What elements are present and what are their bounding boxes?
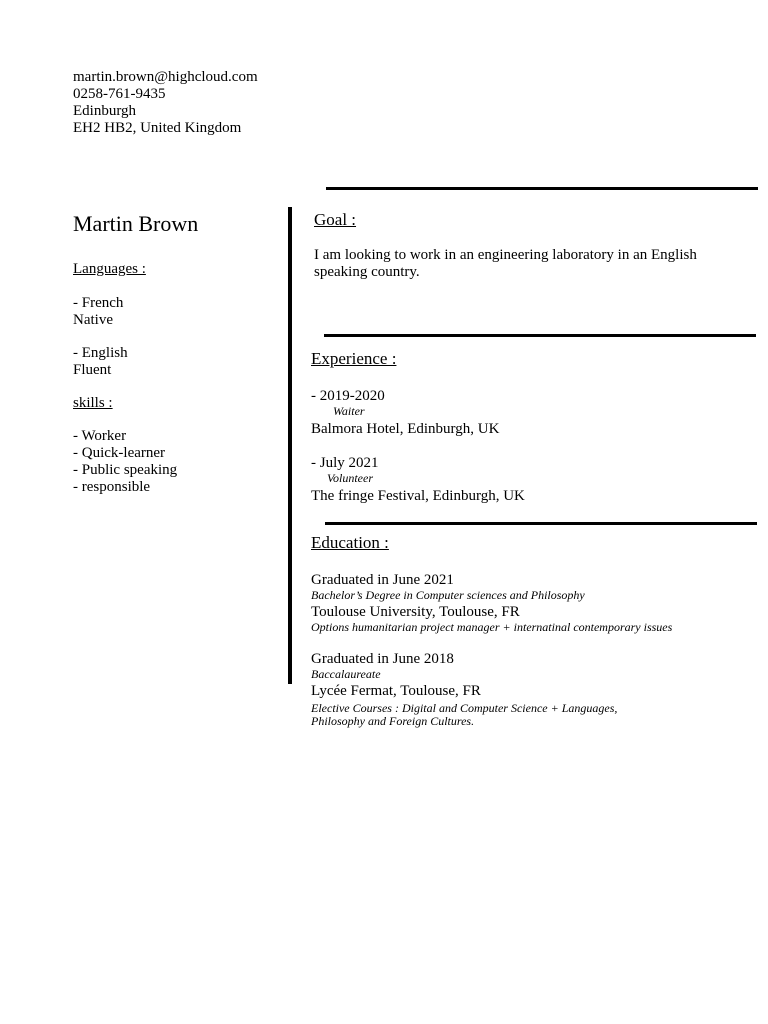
languages-list (73, 295, 273, 379)
education-school: Toulouse University, Toulouse, FR (311, 604, 520, 620)
experience-item (311, 388, 525, 438)
skill-item: - Public speaking (73, 462, 178, 478)
experience-place: The fringe Festival, Edinburgh, UK (311, 488, 525, 504)
education-date: Graduated in June 2021 (311, 572, 454, 588)
education-item (311, 572, 672, 634)
goal-text-line: I am looking to work in an engineering laboratory in an English (314, 247, 697, 263)
language-name: - French (73, 295, 124, 311)
education-notes: Elective Courses : Digital and Computer Science + Languages, (311, 701, 618, 715)
experience-place: Balmora Hotel, Edinburgh, UK (311, 421, 500, 437)
language-item (73, 345, 273, 379)
education-degree: Baccalaureate (311, 667, 381, 681)
skill-item: - responsible (73, 479, 151, 495)
language-level: Fluent (73, 362, 112, 378)
contact-block (73, 69, 258, 137)
left-column (73, 210, 273, 496)
skill-item: - Worker (73, 428, 127, 444)
education-notes: Philosophy and Foreign Cultures. (311, 714, 475, 728)
goal-text (314, 247, 697, 281)
experience-date: - July 2021 (311, 455, 379, 471)
contact-city: Edinburgh (73, 103, 137, 119)
language-item (73, 295, 273, 329)
goal-section (314, 210, 697, 281)
candidate-name: Martin Brown (73, 211, 199, 236)
column-divider (288, 207, 292, 684)
divider-experience-bottom (325, 522, 757, 525)
goal-heading: Goal : (314, 210, 357, 229)
skills-heading: skills : (73, 395, 113, 411)
contact-phone: 0258-761-9435 (73, 86, 166, 102)
experience-item (311, 455, 525, 505)
goal-text-line: speaking country. (314, 264, 420, 280)
skill-item: - Quick-learner (73, 445, 166, 461)
education-degree: Bachelor’s Degree in Computer sciences and Philosophy (311, 588, 585, 602)
education-school: Lycée Fermat, Toulouse, FR (311, 683, 481, 699)
skills-list (73, 428, 273, 496)
contact-postcode-country: EH2 HB2, United Kingdom (73, 120, 242, 136)
experience-heading: Experience : (311, 349, 397, 368)
experience-role: Volunteer (327, 471, 373, 485)
experience-role: Waiter (333, 404, 365, 418)
language-name: - English (73, 345, 128, 361)
experience-date: - 2019-2020 (311, 388, 385, 404)
education-date: Graduated in June 2018 (311, 651, 454, 667)
divider-goal-bottom (324, 334, 756, 337)
experience-section (311, 349, 525, 505)
education-section (311, 533, 672, 728)
divider-top (326, 187, 758, 190)
language-level: Native (73, 312, 113, 328)
education-item (311, 651, 672, 728)
languages-heading: Languages : (73, 261, 146, 277)
contact-email: martin.brown@highcloud.com (73, 69, 258, 85)
education-heading: Education : (311, 533, 389, 552)
education-notes: Options humanitarian project manager + internatinal contemporary issues (311, 620, 673, 634)
